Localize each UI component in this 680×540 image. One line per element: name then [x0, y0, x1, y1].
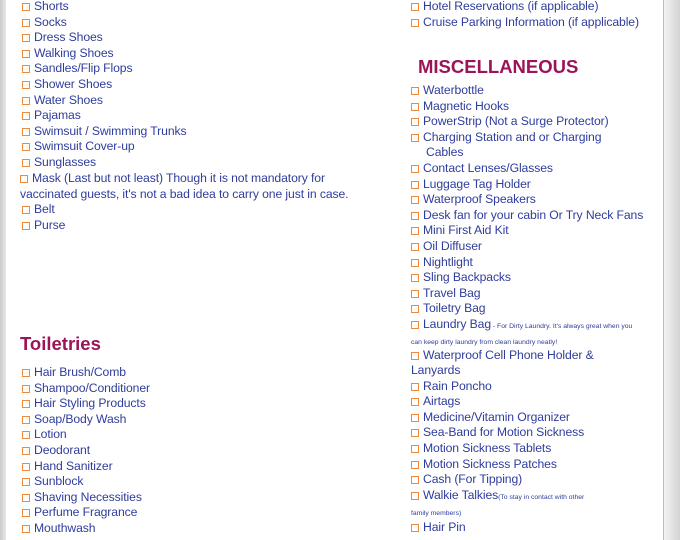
list-item-label: Hand Sanitizer: [34, 458, 113, 473]
list-item[interactable]: [22, 124, 382, 140]
list-item[interactable]: [22, 15, 382, 31]
checkbox[interactable]: [411, 19, 419, 27]
list-item[interactable]: [411, 15, 671, 31]
list-item-label: Lotion: [34, 427, 67, 442]
checkbox[interactable]: [22, 478, 30, 486]
laundry-note: - For Dirty Laundry. It's always great when you: [491, 322, 633, 330]
checkbox[interactable]: [411, 414, 419, 422]
checkbox[interactable]: [22, 97, 30, 105]
list-item-label: Waterproof Cell Phone Holder &: [423, 347, 594, 362]
list-item-label: Sunglasses: [34, 154, 97, 169]
checkbox[interactable]: [411, 274, 419, 282]
list-item[interactable]: [22, 396, 382, 412]
checkbox[interactable]: [411, 290, 419, 298]
list-item[interactable]: [22, 427, 382, 443]
list-item-label: Swimsuit Cover-up: [34, 139, 135, 154]
list-item[interactable]: [411, 348, 671, 364]
list-item-label: Belt: [34, 202, 55, 216]
checkbox[interactable]: [22, 34, 30, 42]
checkbox[interactable]: [22, 222, 30, 230]
clothing-after-list: [22, 202, 382, 233]
checkbox[interactable]: [22, 112, 30, 120]
list-item[interactable]: [22, 0, 382, 15]
checkbox[interactable]: [411, 398, 419, 406]
checkbox[interactable]: [22, 447, 30, 455]
list-item[interactable]: [411, 441, 671, 457]
list-item-label: can keep dirty laundry from clean laundry neatly!: [411, 338, 558, 346]
checkbox[interactable]: [411, 212, 419, 220]
list-item[interactable]: [22, 202, 382, 218]
list-item-label: Airtags: [423, 394, 461, 409]
mask-line2: vaccinated guests, it's not a bad idea to carry one just in case.: [20, 186, 349, 201]
list-item[interactable]: [411, 457, 671, 473]
list-item-label: Shorts: [34, 0, 69, 13]
checkbox[interactable]: [411, 305, 419, 313]
walkie-note: (To stay in contact with other: [498, 493, 585, 501]
list-item[interactable]: [22, 505, 382, 521]
list-item-label: Sling Backpacks: [423, 270, 511, 285]
list-item-continuation: [411, 335, 671, 348]
list-item[interactable]: [22, 459, 382, 475]
checkbox[interactable]: [22, 431, 30, 439]
checkbox[interactable]: [411, 165, 419, 173]
toiletries-title: Toiletries: [20, 333, 101, 354]
checkbox[interactable]: [411, 445, 419, 453]
list-item-label: Sandles/Flip Flops: [34, 61, 133, 76]
list-item-label: Travel Bag: [423, 285, 481, 300]
mask-line1: Mask (Last but not least) Though it is not mandatory for: [32, 171, 325, 185]
checkbox[interactable]: [411, 87, 419, 95]
mask-list: [22, 171, 382, 202]
checkbox[interactable]: [411, 134, 419, 142]
list-item-label: Sunblock: [34, 474, 84, 489]
list-item[interactable]: [22, 443, 382, 459]
list-item[interactable]: [22, 365, 382, 381]
list-item[interactable]: [22, 155, 382, 171]
checkbox[interactable]: [22, 50, 30, 58]
list-item[interactable]: [411, 425, 671, 441]
list-item-label: Lanyards: [411, 363, 461, 378]
list-item-label: Swimsuit / Swimming Trunks: [34, 123, 187, 138]
checkbox[interactable]: [22, 494, 30, 502]
list-item[interactable]: [411, 286, 671, 302]
list-item-label: Hair Styling Products: [34, 396, 146, 411]
travel-list: [411, 0, 671, 30]
list-item[interactable]: [22, 521, 382, 537]
checkbox[interactable]: [411, 461, 419, 469]
checkbox[interactable]: [22, 509, 30, 517]
list-item[interactable]: [411, 317, 671, 335]
checkbox[interactable]: [411, 429, 419, 437]
list-item-label: Waterproof Speakers: [423, 192, 536, 207]
list-item-label: Walking Shoes: [34, 45, 114, 60]
list-item-label: Shampoo/Conditioner: [34, 380, 150, 395]
checkbox[interactable]: [22, 81, 30, 89]
list-item[interactable]: [411, 239, 671, 255]
list-item-label: Motion Sickness Patches: [423, 456, 557, 471]
list-item-label: Hair Pin: [423, 520, 466, 535]
checkbox[interactable]: [411, 259, 419, 267]
list-item[interactable]: [22, 93, 382, 109]
list-item-label: PowerStrip (Not a Surge Protector): [423, 114, 609, 129]
list-item-label: Luggage Tag Holder: [423, 176, 531, 191]
list-item-label: Charging Station and or Charging: [423, 129, 602, 144]
list-item-label: Rain Poncho: [423, 378, 492, 393]
list-item[interactable]: [22, 474, 382, 490]
list-item[interactable]: [411, 270, 671, 286]
list-item[interactable]: [411, 472, 671, 488]
checkbox[interactable]: [411, 243, 419, 251]
list-item[interactable]: [411, 488, 671, 506]
list-item[interactable]: [411, 114, 671, 130]
list-item-label: Socks: [34, 14, 67, 29]
list-item-label: Deodorant: [34, 442, 91, 457]
checkbox[interactable]: [20, 175, 28, 183]
checkbox[interactable]: [22, 400, 30, 408]
list-item-mask[interactable]: [20, 171, 380, 187]
list-item[interactable]: [411, 83, 671, 99]
list-item-label: Oil Diffuser: [423, 238, 482, 253]
list-item-label: Magnetic Hooks: [423, 98, 509, 113]
checkbox[interactable]: [22, 159, 30, 167]
list-item-label: Laundry Bag: [423, 316, 492, 331]
page-frame-left: [0, 0, 6, 540]
checkbox[interactable]: [411, 103, 419, 111]
list-item-label: Medicine/Vitamin Organizer: [423, 409, 570, 424]
checkbox[interactable]: [411, 383, 419, 391]
list-item-label: Motion Sickness Tablets: [423, 441, 552, 456]
miscellaneous-title: MISCELLANEOUS: [418, 56, 579, 77]
list-item-label: Shower Shoes: [34, 76, 113, 91]
list-item[interactable]: [411, 223, 671, 239]
list-item-continuation: [411, 363, 671, 379]
list-item[interactable]: [22, 139, 382, 155]
list-item-label: Mini First Aid Kit: [423, 223, 509, 238]
list-item-label: Water Shoes: [34, 92, 103, 107]
list-item[interactable]: [22, 381, 382, 397]
checkbox[interactable]: [22, 3, 30, 11]
list-item-label: Waterbottle: [423, 83, 484, 97]
list-item[interactable]: [22, 46, 382, 62]
list-item-label: Dress Shoes: [34, 30, 103, 45]
list-item[interactable]: [411, 208, 671, 224]
list-item[interactable]: [22, 490, 382, 506]
list-item-label: Hair Brush/Comb: [34, 365, 126, 379]
list-item-label: Mouthwash: [34, 520, 96, 535]
clothing-list: [22, 0, 382, 171]
list-item-label: Sea-Band for Motion Sickness: [423, 425, 585, 440]
list-item[interactable]: [22, 412, 382, 428]
list-item-continuation: [411, 505, 671, 520]
list-item[interactable]: [411, 379, 671, 395]
list-item[interactable]: [411, 301, 671, 317]
list-item-label: Cash (For Tipping): [423, 472, 523, 487]
checkbox[interactable]: [22, 385, 30, 393]
list-item-label: Perfume Fragrance: [34, 505, 138, 520]
list-item[interactable]: [22, 61, 382, 77]
checkbox[interactable]: [22, 369, 30, 377]
checkbox[interactable]: [411, 196, 419, 204]
list-item-label: Cruise Parking Information (if applicable): [423, 14, 639, 29]
list-item-label: Nightlight: [423, 254, 473, 269]
checkbox[interactable]: [22, 416, 30, 424]
checkbox[interactable]: [411, 476, 419, 484]
list-item[interactable]: [411, 394, 671, 410]
checkbox[interactable]: [22, 128, 30, 136]
checkbox[interactable]: [411, 321, 419, 329]
list-item-label: Soap/Body Wash: [34, 411, 127, 426]
list-item-label: Purse: [34, 217, 66, 232]
list-item-label: Desk fan for your cabin Or Try Neck Fans: [423, 207, 644, 222]
miscellaneous-list: [411, 83, 671, 536]
list-item[interactable]: [411, 520, 671, 536]
list-item-label: Contact Lenses/Glasses: [423, 160, 553, 175]
list-item[interactable]: [411, 161, 671, 177]
checkbox[interactable]: [411, 492, 419, 500]
list-item[interactable]: [22, 30, 382, 46]
list-item[interactable]: [22, 77, 382, 93]
checkbox[interactable]: [22, 463, 30, 471]
checkbox[interactable]: [411, 118, 419, 126]
mask-continuation: [20, 187, 380, 203]
checkbox[interactable]: [22, 525, 30, 533]
list-item[interactable]: [411, 255, 671, 271]
checkbox[interactable]: [411, 524, 419, 532]
toiletries-list: [22, 365, 382, 537]
list-item-label: Shaving Necessities: [34, 489, 142, 504]
list-item[interactable]: [22, 218, 382, 234]
list-item-continuation: [411, 145, 671, 161]
list-item[interactable]: [411, 410, 671, 426]
checkbox[interactable]: [22, 65, 30, 73]
checkbox[interactable]: [22, 206, 30, 214]
list-item-label: Hotel Reservations (if applicable): [423, 0, 599, 13]
checkbox[interactable]: [411, 227, 419, 235]
list-item[interactable]: [411, 130, 671, 146]
list-item-label: Walkie Talkies: [423, 487, 499, 502]
list-item[interactable]: [411, 99, 671, 115]
checkbox[interactable]: [411, 3, 419, 11]
list-item-label: Cables: [426, 145, 464, 160]
checkbox[interactable]: [411, 352, 419, 360]
checkbox[interactable]: [411, 181, 419, 189]
list-item-label: Toiletry Bag: [423, 301, 486, 316]
list-item[interactable]: [22, 108, 382, 124]
checkbox[interactable]: [22, 19, 30, 27]
list-item-label: family members): [411, 510, 462, 518]
list-item[interactable]: [411, 192, 671, 208]
list-item[interactable]: [411, 177, 671, 193]
list-item[interactable]: [411, 0, 671, 15]
checkbox[interactable]: [22, 143, 30, 151]
list-item-label: Pajamas: [34, 108, 81, 123]
